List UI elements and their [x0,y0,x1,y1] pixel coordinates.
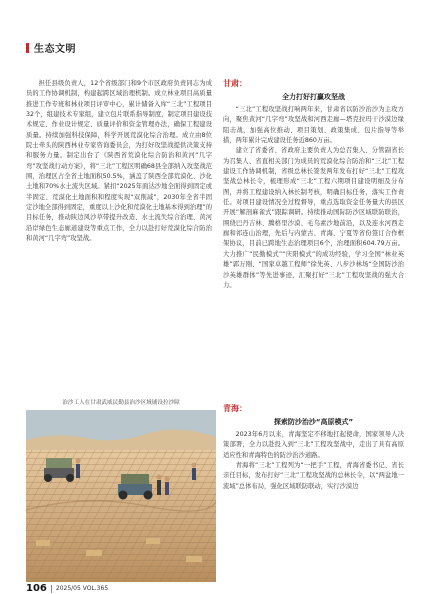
footer-divider [51,585,52,593]
left-paragraph: 担任县级负责人，12个省级部门和9个市区政府负责同志为成员的工作协调机制，构建起跨区域治理机制。成立林业项目高质量推进工作专班和林业项目评审中心，累计储备入库“三北”工程项目32个，组建技术专家组，建立包片联系指导制度，制定项目建设技术规定、作业设计规定、质量评价和资金管理办法，确保工程建设质量。持续加强科技保障，科学开展荒漠化综合治理。成立由8位院士牵头的陕西林业专家咨询委员会，为打好攻坚战提供决策支持和服务力量。制定出台了《陕西省荒漠化综合防治和黄河“几字弯”攻坚战行动方案》，将“三北”工程区明确68县全部纳入攻坚战范围，治理区占全省土地面积50.5%，涵盖了陕西全部荒漠化、沙化土地和70%水土流失区域。紧扣“2025年面达沙地全面得到固定或半固定、荒漠化土地面积和程度实现“双削减”，2030年全省半固定沙地全部得到固定，重度以上沙化和荒漠化土地基本得到治理”的目标任务，推动陕边风沙草带提升改造、水土流失综合治理、黄河沿岸绿色生态廊道建设等重点工作，全力以赴打好荒漠化综合防治和黄河“几字弯”攻坚战。 [26,80,212,243]
page-footer [26,583,108,594]
gansu-heading: 甘肃： [223,79,247,88]
gansu-paragraph-1: “三北”工程攻坚战打响两年来，甘肃省以防沙治沙为主攻方向，聚焦黄河“几字弯”攻坚战和河西走廊—塔克拉玛干沙漠边缘阻击战，加强高位推动、项目策划、政策集成、包片指导等举措，两年累计完成建设任务近860万亩。 [223,106,404,145]
section-header [26,40,76,55]
qinghai-heading: 青海： [223,404,247,413]
section-marker [26,43,29,53]
gansu-paragraph-2: 建立了省委省、省政府主要负责人为总召集人、分管副省长为召集人、省直相关部门为成员的荒漠化综合防治和“三北”工程建设工作协调机制，省级总林长签发两年发布打好“三北”工程攻坚战总林长令，梳理形成“三北”工程六期项目建设明细及分布图，并将工程建设纳入林长制考核，明确目标任务，落实工作责任。对项目建设情况全过程督导，重点选取资金任务量大的县区开展“解剖麻雀式”跟踪调研。持续推动国际防沙区域联防联治，围绕巴丹吉林、腾格里沙漠、毛乌素沙地前沿，以及连水河西走廊和祁连山治理，先后与内蒙古、青海、宁夏等省份签订合作框架协议，目前已跨地生态治理项目6个，治理面积604.79万亩。大力推广“民勤模式”“庆阳模式”的成功经验，学习全国“林业英雄”郭万刚、“国家卓越工程师”徐先英、八步沙林场“全国防沙治沙英雄群体”等先进事迹，汇聚打好“三北”工程攻坚战的强大合力。 [223,147,404,289]
issue-label: 2025/05 VOL.365 [55,585,109,592]
photo-illustration [26,410,216,582]
section-title: 生态文明 [34,44,76,55]
gansu-subtitle: 全力打好打赢攻坚战 [282,93,345,101]
photo-caption: 治沙工人在甘肃武威民勤县治沙区域铺设拉沙障 [62,400,180,406]
gansu-section [223,79,404,291]
desert-work-photo [26,410,216,582]
worker-right [192,463,197,480]
qinghai-paragraph-2: 青海将“三北”工程列为“一把手”工程，青海省委书记、省长亲任目标，发布打好“三北”工程攻坚战的总林长令，以“两盆地一流域”总体布局，强化区域联防联动，实行沙漠边 [223,462,404,490]
qinghai-subtitle: 探索防沙治沙“高原模式” [273,418,354,426]
qinghai-section [223,404,404,492]
left-column [26,79,212,245]
qinghai-paragraph-1: 2023年6月以来，青海坚定不移地扛起使命，国家领导人决策部署，全力以赴投入到“三北”工程攻坚战中，走出了具有高原适应性和青海特色的防沙治沙道路。 [223,431,404,459]
page-number: 106 [26,583,47,594]
